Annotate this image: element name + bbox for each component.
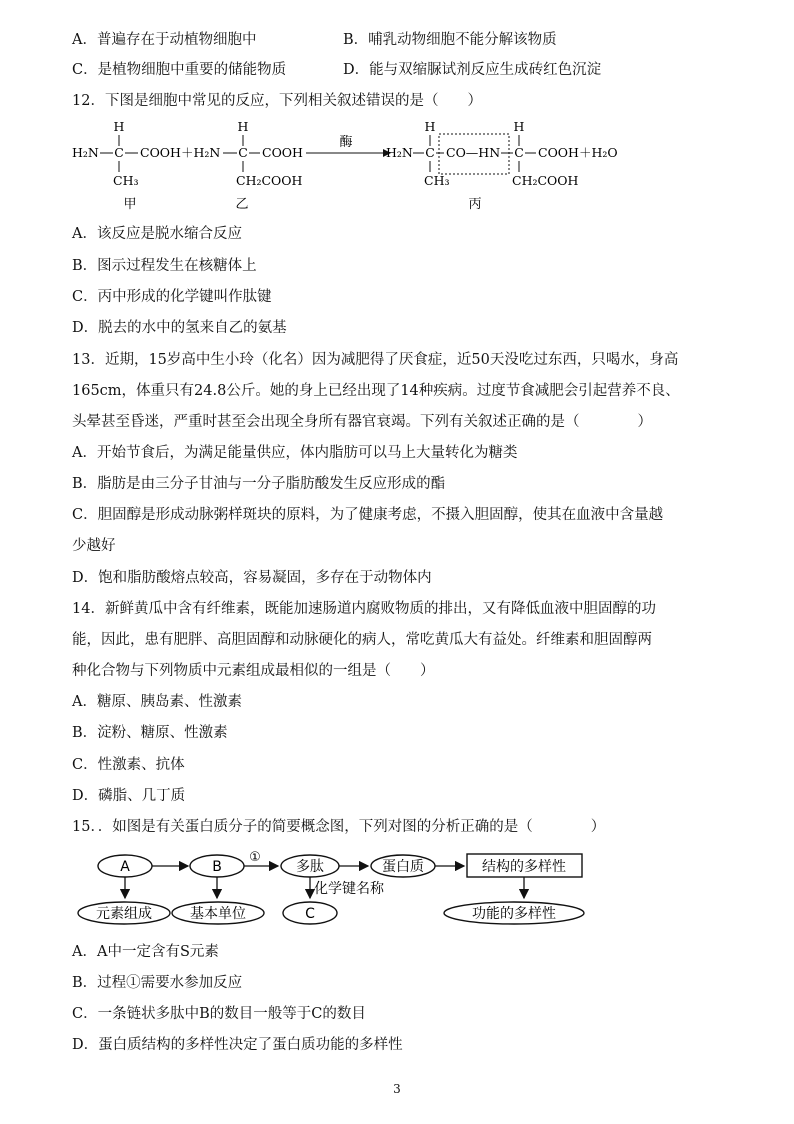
label-jia: 甲	[123, 197, 137, 212]
page-number: 3	[393, 1082, 401, 1096]
q12-option-c: C．丙中形成的化学键叫作肽键	[72, 289, 272, 305]
formula-ch3: CH₃	[424, 173, 450, 188]
formula-cooh-plus-h2o: COOH＋H₂O	[538, 145, 618, 160]
q15-option-b: B．过程①需要水参加反应	[72, 975, 243, 991]
q12-option-b: B．图示过程发生在核糖体上	[72, 258, 257, 274]
q12-option-a: A．该反应是脱水缩合反应	[72, 226, 242, 242]
formula-enzyme-label: 酶	[339, 135, 353, 150]
label-yi: 乙	[235, 197, 249, 212]
node-protein-label: 蛋白质	[382, 859, 424, 875]
q14-option-b: B．淀粉、糖原、性激素	[72, 725, 228, 741]
q15-option-a: A．A中一定含有S元素	[72, 944, 219, 960]
formula-c: C	[114, 145, 124, 160]
step-1-label: ①	[249, 850, 261, 865]
formula-h: H	[113, 119, 125, 134]
formula-cooh: COOH	[262, 145, 303, 160]
formula-cooh-plus-h2n: COOH＋H₂N	[140, 145, 221, 160]
q14-option-c: C．性激素、抗体	[72, 757, 185, 773]
formula-h: H	[237, 119, 249, 134]
formula-h2n: H₂N	[386, 145, 413, 160]
q15-option-c: C．一条链状多肽中B的数目一般等于C的数目	[72, 1006, 366, 1022]
q13-stem-line3: 头晕甚至昏迷，严重时甚至会出现全身所有器官衰竭。下列有关叙述正确的是（ ）	[72, 414, 652, 430]
q14-option-a: A．糖原、胰岛素、性激素	[72, 694, 242, 710]
q12-option-d: D．脱去的水中的氢来自乙的氨基	[72, 320, 287, 336]
q13-stem-line1: 13．近期，15岁高中生小玲（化名）因为减肥得了厌食症，近50天没吃过东西，只喝水，身高	[72, 352, 679, 368]
formula-ch3: CH₃	[113, 173, 139, 188]
node-structure-diversity-label: 结构的多样性	[482, 859, 566, 875]
q14-stem-line1: 14．新鲜黄瓜中含有纤维素，既能加速肠道内腐败物质的排出，又有降低血液中胆固醇的功	[72, 601, 656, 617]
node-basic-unit-label: 基本单位	[190, 906, 246, 922]
node-element-composition-label: 元素组成	[96, 906, 152, 922]
q15-option-d: D．蛋白质结构的多样性决定了蛋白质功能的多样性	[72, 1037, 403, 1053]
node-b-label: B	[212, 859, 222, 875]
formula-h: H	[513, 119, 525, 134]
formula-c: C	[514, 145, 524, 160]
q11-option-d: D．能与双缩脲试剂反应生成砖红色沉淀	[343, 62, 602, 78]
formula-ch2cooh: CH₂COOH	[512, 173, 579, 188]
label-bing: 丙	[468, 197, 482, 212]
formula-co-hn: CO—HN	[446, 145, 501, 160]
formula-h: H	[424, 119, 436, 134]
bond-name-label: 化学键名称	[314, 881, 384, 897]
q13-option-c-line2: 少越好	[72, 538, 116, 554]
q13-option-c-line1: C．胆固醇是形成动脉粥样斑块的原料，为了健康考虑，不摄入胆固醇，使其在血液中含量越	[72, 507, 664, 523]
peptide-reaction-formula	[60, 118, 700, 214]
formula-c: C	[238, 145, 248, 160]
q14-stem-line2: 能，因此，患有肥胖、高胆固醇和动脉硬化的病人，常吃黄瓜大有益处。纤维素和胆固醇两	[72, 632, 652, 648]
q12-stem: 12．下图是细胞中常见的反应，下列相关叙述错误的是（ ）	[72, 93, 482, 109]
node-function-diversity-label: 功能的多样性	[472, 906, 556, 922]
q13-option-a: A．开始节食后，为满足能量供应，体内脂肪可以马上大量转化为糖类	[72, 445, 518, 461]
q14-stem-line3: 种化合物与下列物质中元素组成最相似的一组是（ ）	[72, 663, 435, 679]
q15-stem: 15．．如图是有关蛋白质分子的简要概念图，下列对图的分析正确的是（ ）	[72, 819, 606, 835]
node-polypeptide-label: 多肽	[296, 859, 324, 875]
node-c-label: C	[305, 906, 315, 922]
q13-option-b: B．脂肪是由三分子甘油与一分子脂肪酸发生反应形成的酯	[72, 476, 446, 492]
q14-option-d: D．磷脂、几丁质	[72, 788, 186, 804]
q11-option-a: A．普遍存在于动植物细胞中	[72, 32, 257, 48]
q13-stem-line2: 165cm，体重只有24.8公斤。她的身上已经出现了14种疾病。过度节食减肥会引起营养不良、	[72, 383, 680, 399]
formula-ch2cooh: CH₂COOH	[236, 173, 303, 188]
formula-h2n: H₂N	[72, 145, 99, 160]
formula-c: C	[425, 145, 435, 160]
node-a-label: A	[120, 859, 130, 875]
q11-option-c: C．是植物细胞中重要的储能物质	[72, 62, 287, 78]
protein-concept-map	[70, 846, 600, 928]
q11-option-b: B．哺乳动物细胞不能分解该物质	[343, 32, 557, 48]
q13-option-d: D．饱和脂肪酸熔点较高，容易凝固，多存在于动物体内	[72, 570, 432, 586]
